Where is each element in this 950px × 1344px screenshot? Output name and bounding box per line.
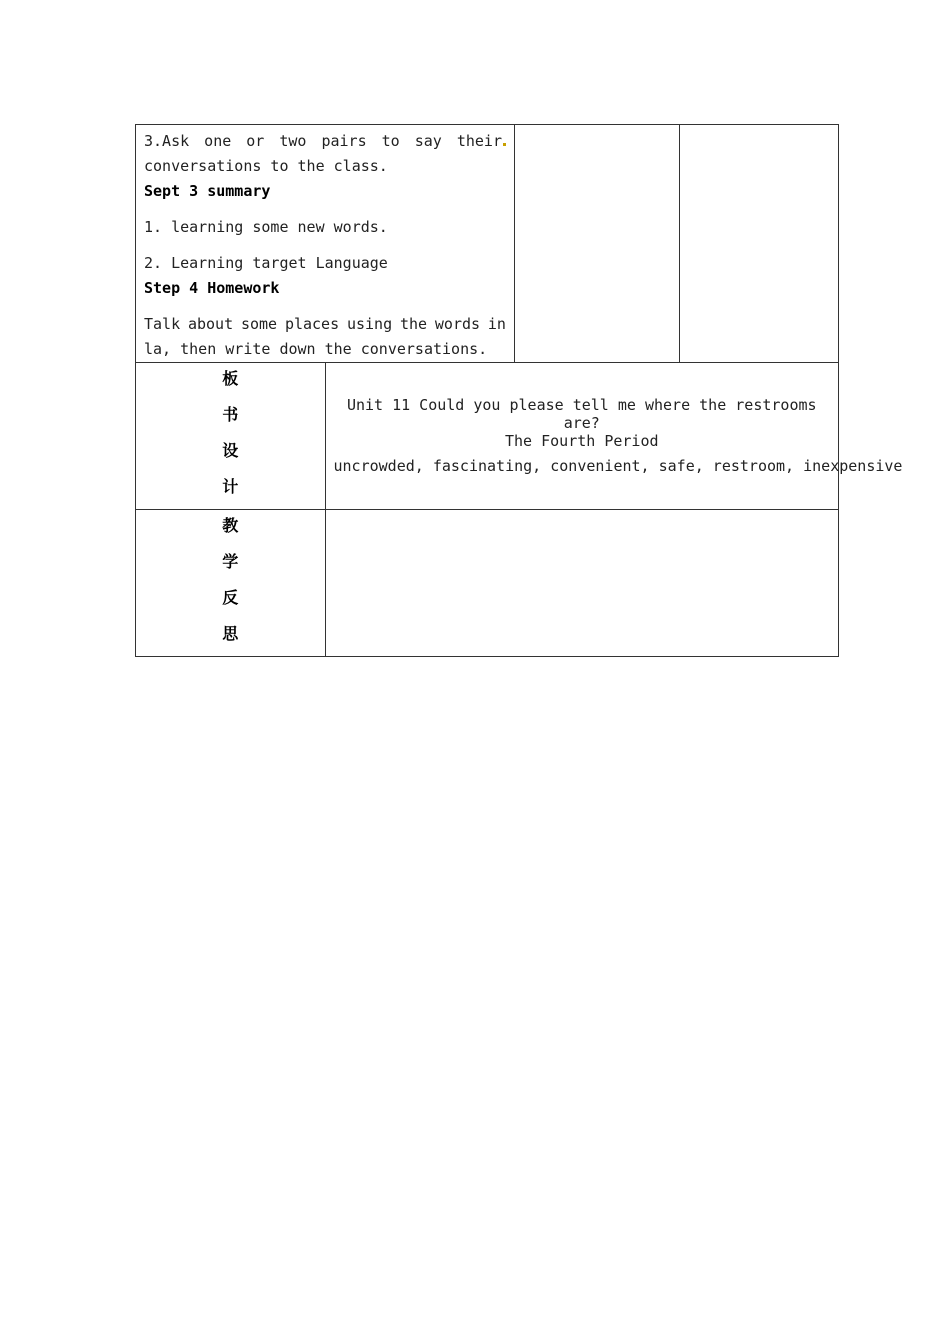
- lesson-plan-table: [135, 124, 903, 657]
- word: words: [434, 315, 481, 333]
- summary-item-2: 2. Learning target Language: [144, 254, 388, 272]
- homework-heading: Step 4 Homework: [144, 279, 280, 297]
- reflection-label-cell: [136, 510, 326, 657]
- reflection-label: [136, 510, 325, 656]
- reflection-content-cell: [325, 510, 839, 657]
- board-period: The Fourth Period: [504, 432, 659, 450]
- homework-line1: [144, 312, 506, 337]
- word: in: [487, 315, 506, 333]
- word: one: [204, 132, 232, 150]
- step3-line2: conversations to the class.: [144, 157, 388, 175]
- word: the: [399, 315, 428, 333]
- word: some: [240, 315, 278, 333]
- label-char: 反: [222, 588, 239, 607]
- word: to: [381, 132, 400, 150]
- step3-line1: [144, 129, 506, 154]
- homework-line2: la, then write down the conversations.: [144, 340, 488, 358]
- label-char: 学: [222, 552, 239, 571]
- reflection-empty-area: [326, 510, 839, 654]
- label-char: 板: [222, 369, 239, 388]
- word: their: [456, 132, 502, 150]
- label-char: 书: [222, 405, 239, 424]
- word: or: [246, 132, 265, 150]
- word: Talk: [144, 315, 181, 333]
- empty-cell-right: [680, 125, 839, 363]
- word: pairs: [321, 132, 367, 150]
- anchor-mark-icon: [503, 143, 506, 146]
- steps-row: [136, 125, 839, 363]
- label-char: 计: [222, 477, 239, 496]
- label-char: 设: [222, 441, 239, 460]
- board-design-row: [136, 363, 839, 510]
- word: two: [279, 132, 307, 150]
- word: places: [284, 315, 340, 333]
- summary-item-1: 1. learning some new words.: [144, 218, 388, 236]
- word: using: [346, 315, 393, 333]
- board-vocabulary: uncrowded, fascinating, convenient, safe, restroom, inexpensive: [333, 457, 903, 475]
- steps-cell: [136, 125, 515, 363]
- label-char: 教: [222, 516, 239, 535]
- board-title: Unit 11 Could you please tell me where the restrooms are?: [346, 396, 817, 432]
- label-char: 思: [222, 624, 239, 643]
- word: about: [187, 315, 234, 333]
- board-design-content-cell: [325, 363, 903, 510]
- board-design-label: [136, 363, 325, 509]
- board-design-content: [326, 363, 903, 507]
- reflection-row: [136, 510, 839, 657]
- summary-heading: Sept 3 summary: [144, 182, 271, 200]
- empty-cell-middle: [515, 125, 680, 363]
- board-design-label-cell: [136, 363, 326, 510]
- word: say: [414, 132, 442, 150]
- word: 3.Ask: [144, 132, 190, 150]
- word-with-mark: [457, 129, 506, 154]
